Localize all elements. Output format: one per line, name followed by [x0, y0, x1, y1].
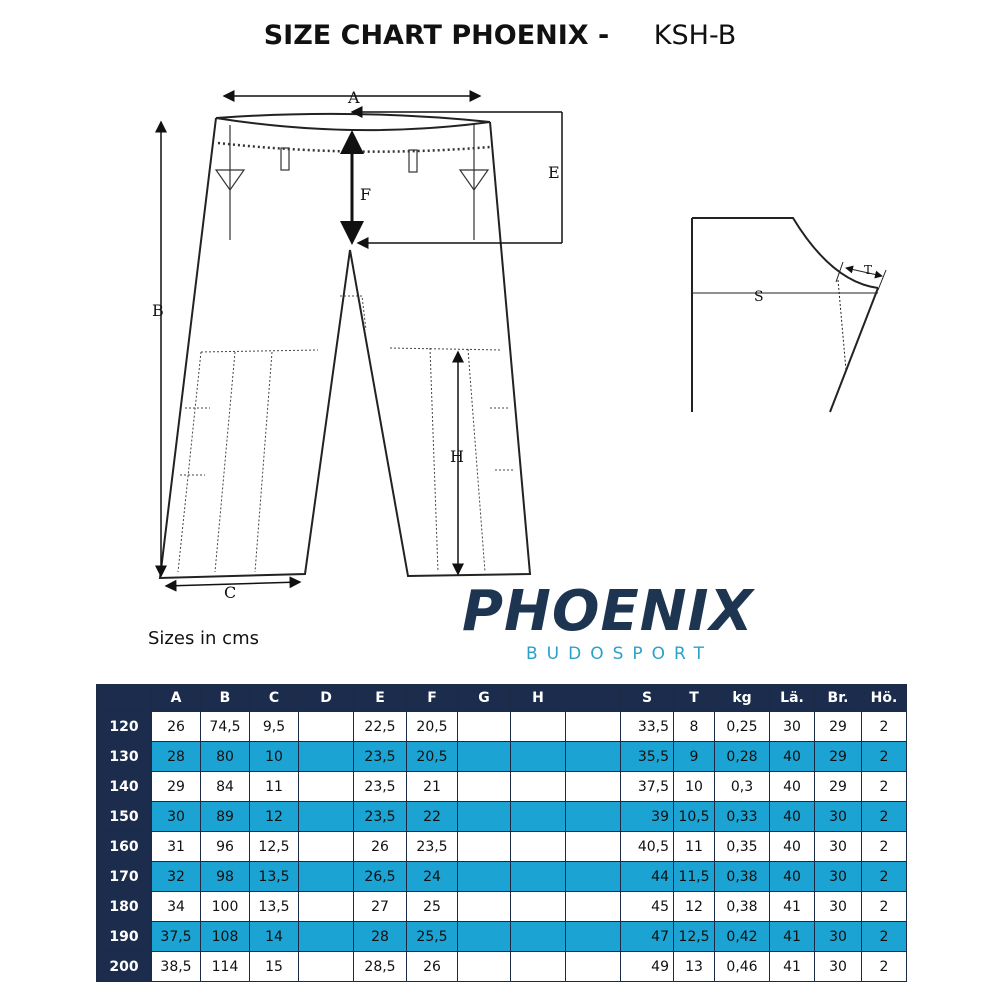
table-cell: 37,5 [152, 922, 201, 952]
table-cell [458, 772, 511, 802]
table-cell: 29 [815, 742, 862, 772]
table-header-row [97, 685, 907, 712]
label-c: C [224, 583, 237, 602]
table-cell: 30 [815, 952, 862, 982]
table-cell [566, 742, 621, 772]
table-cell: 20,5 [407, 712, 458, 742]
table-cell: 9,5 [250, 712, 299, 742]
table-cell: 2 [862, 742, 907, 772]
table-cell: 30 [815, 802, 862, 832]
table-cell: 0,38 [715, 862, 770, 892]
table-cell [299, 772, 354, 802]
table-cell: 74,5 [201, 712, 250, 742]
row-size-header: 120 [97, 712, 152, 742]
table-cell: 32 [152, 862, 201, 892]
table-cell: 40 [770, 862, 815, 892]
column-header: kg [715, 685, 770, 712]
logo-sub: BUDOSPORT [526, 644, 713, 664]
title-text: SIZE CHART PHOENIX - [263, 20, 610, 51]
table-cell: 0,46 [715, 952, 770, 982]
column-header: B [201, 685, 250, 712]
table-cell [511, 802, 566, 832]
waistband-stitching [218, 143, 490, 152]
table-cell: 31 [152, 832, 201, 862]
table-cell [299, 802, 354, 832]
table-cell: 47 [621, 922, 674, 952]
table-cell: 15 [250, 952, 299, 982]
table-cell: 41 [770, 922, 815, 952]
row-size-header: 150 [97, 802, 152, 832]
table-cell [566, 922, 621, 952]
table-cell [511, 772, 566, 802]
table-cell [511, 742, 566, 772]
table-cell [566, 802, 621, 832]
table-cell: 23,5 [354, 772, 407, 802]
table-cell [566, 832, 621, 862]
table-cell: 20,5 [407, 742, 458, 772]
table-cell: 13,5 [250, 862, 299, 892]
table-row [97, 922, 907, 952]
table-cell: 37,5 [621, 772, 674, 802]
table-cell [299, 862, 354, 892]
table-cell: 23,5 [354, 742, 407, 772]
table-cell [299, 952, 354, 982]
table-cell: 30 [815, 832, 862, 862]
table-cell: 2 [862, 772, 907, 802]
table-cell: 11 [250, 772, 299, 802]
table-cell: 13,5 [250, 892, 299, 922]
table-cell: 114 [201, 952, 250, 982]
table-cell: 30 [815, 922, 862, 952]
table-cell: 25,5 [407, 922, 458, 952]
label-b: B [152, 301, 164, 320]
table-cell [458, 712, 511, 742]
table-cell: 29 [815, 712, 862, 742]
row-size-header: 140 [97, 772, 152, 802]
table-cell: 49 [621, 952, 674, 982]
table-cell: 11 [674, 832, 715, 862]
table-cell: 0,3 [715, 772, 770, 802]
table-cell: 22 [407, 802, 458, 832]
table-cell: 0,28 [715, 742, 770, 772]
phoenix-logo [462, 579, 842, 672]
table-cell: 2 [862, 952, 907, 982]
table-cell [458, 832, 511, 862]
table-cell [458, 742, 511, 772]
row-size-header: 190 [97, 922, 152, 952]
table-cell [299, 892, 354, 922]
column-header: H [511, 685, 566, 712]
row-size-header: 170 [97, 862, 152, 892]
table-cell: 2 [862, 862, 907, 892]
row-size-header: 130 [97, 742, 152, 772]
column-header: Lä. [770, 685, 815, 712]
table-cell: 2 [862, 892, 907, 922]
table-cell: 89 [201, 802, 250, 832]
table-cell: 27 [354, 892, 407, 922]
label-f: F [360, 185, 372, 204]
table-cell: 0,33 [715, 802, 770, 832]
table-cell [458, 862, 511, 892]
table-cell: 2 [862, 832, 907, 862]
table-row [97, 742, 907, 772]
table-cell: 108 [201, 922, 250, 952]
table-cell: 21 [407, 772, 458, 802]
column-header [97, 685, 152, 712]
table-cell: 30 [152, 802, 201, 832]
table-cell [458, 802, 511, 832]
table-cell [458, 892, 511, 922]
table-cell: 14 [250, 922, 299, 952]
column-header: Br. [815, 685, 862, 712]
table-cell: 26 [354, 832, 407, 862]
table-cell: 29 [815, 772, 862, 802]
table-cell: 0,42 [715, 922, 770, 952]
column-header: E [354, 685, 407, 712]
column-header [566, 685, 621, 712]
table-cell: 96 [201, 832, 250, 862]
table-cell: 2 [862, 922, 907, 952]
table-cell: 12 [250, 802, 299, 832]
table-cell: 41 [770, 892, 815, 922]
table-cell [511, 862, 566, 892]
table-cell: 40,5 [621, 832, 674, 862]
table-cell: 35,5 [621, 742, 674, 772]
table-row [97, 952, 907, 982]
table-row [97, 712, 907, 742]
table-cell [566, 712, 621, 742]
size-table [96, 684, 907, 982]
table-row [97, 832, 907, 862]
table-row [97, 802, 907, 832]
table-cell: 2 [862, 712, 907, 742]
table-cell: 26,5 [354, 862, 407, 892]
table-cell: 23,5 [407, 832, 458, 862]
table-cell: 10 [674, 772, 715, 802]
table-cell: 38,5 [152, 952, 201, 982]
table-cell: 13 [674, 952, 715, 982]
table-cell [299, 712, 354, 742]
table-cell: 12 [674, 892, 715, 922]
label-e: E [548, 163, 560, 182]
side-detail [692, 218, 886, 412]
table-cell: 40 [770, 802, 815, 832]
label-s: S [754, 289, 764, 305]
table-cell [299, 832, 354, 862]
table-cell: 0,38 [715, 892, 770, 922]
table-cell: 25 [407, 892, 458, 922]
table-row [97, 892, 907, 922]
table-cell: 44 [621, 862, 674, 892]
table-cell: 100 [201, 892, 250, 922]
column-header: F [407, 685, 458, 712]
table-cell: 33,5 [621, 712, 674, 742]
table-cell: 40 [770, 772, 815, 802]
table-cell: 34 [152, 892, 201, 922]
column-header: D [299, 685, 354, 712]
knee-panels [178, 296, 515, 572]
table-cell: 10,5 [674, 802, 715, 832]
table-cell [566, 892, 621, 922]
table-cell: 45 [621, 892, 674, 922]
table-cell [299, 742, 354, 772]
sizes-note: Sizes in cms [148, 628, 259, 649]
table-cell: 28,5 [354, 952, 407, 982]
table-cell [566, 862, 621, 892]
column-header: G [458, 685, 511, 712]
table-cell [458, 922, 511, 952]
table-cell: 12,5 [250, 832, 299, 862]
table-cell: 29 [152, 772, 201, 802]
column-header: C [250, 685, 299, 712]
column-header: S [621, 685, 674, 712]
table-cell: 2 [862, 802, 907, 832]
table-cell: 84 [201, 772, 250, 802]
row-size-header: 200 [97, 952, 152, 982]
table-cell: 8 [674, 712, 715, 742]
table-cell [511, 712, 566, 742]
table-cell [566, 952, 621, 982]
label-h: H [450, 447, 464, 466]
table-cell: 9 [674, 742, 715, 772]
table-cell: 30 [815, 862, 862, 892]
table-cell [566, 772, 621, 802]
table-cell: 0,25 [715, 712, 770, 742]
table-cell [511, 952, 566, 982]
table-cell: 80 [201, 742, 250, 772]
table-cell: 24 [407, 862, 458, 892]
table-cell [458, 952, 511, 982]
table-cell: 12,5 [674, 922, 715, 952]
column-header: Hö. [862, 685, 907, 712]
column-header: A [152, 685, 201, 712]
row-size-header: 180 [97, 892, 152, 922]
table-cell: 26 [152, 712, 201, 742]
table-cell: 23,5 [354, 802, 407, 832]
table-cell [511, 832, 566, 862]
table-cell: 28 [152, 742, 201, 772]
table-cell [511, 892, 566, 922]
row-size-header: 160 [97, 832, 152, 862]
table-row [97, 772, 907, 802]
table-cell: 30 [815, 892, 862, 922]
table-cell: 22,5 [354, 712, 407, 742]
table-cell: 11,5 [674, 862, 715, 892]
table-cell: 28 [354, 922, 407, 952]
label-t: T [864, 263, 873, 277]
table-cell: 98 [201, 862, 250, 892]
label-a: A [348, 88, 360, 107]
table-cell: 26 [407, 952, 458, 982]
logo-word: PHOENIX [462, 579, 754, 644]
table-cell [299, 922, 354, 952]
column-header: T [674, 685, 715, 712]
table-cell: 41 [770, 952, 815, 982]
table-cell: 40 [770, 742, 815, 772]
table-cell: 39 [621, 802, 674, 832]
table-cell: 0,35 [715, 832, 770, 862]
table-cell: 30 [770, 712, 815, 742]
table-row [97, 862, 907, 892]
product-code: KSH-B [653, 20, 737, 51]
table-cell: 40 [770, 832, 815, 862]
table-cell [511, 922, 566, 952]
table-cell: 10 [250, 742, 299, 772]
